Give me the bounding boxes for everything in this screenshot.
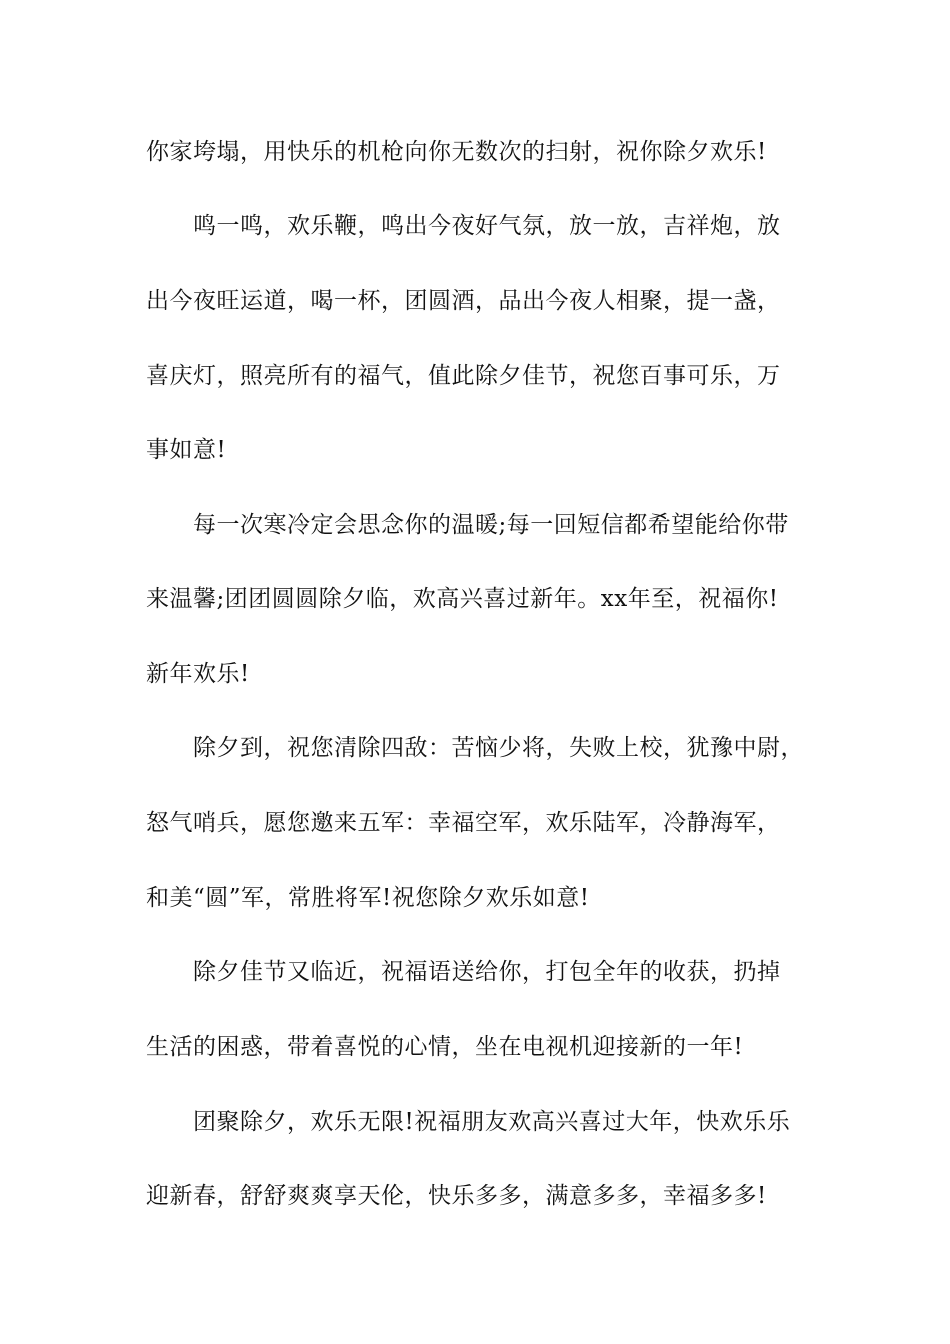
text-line: 和美“圆”军，常胜将军!祝您除夕欢乐如意! bbox=[146, 885, 590, 911]
text-line: 你家垮塌，用快乐的机枪向你无数次的扫射，祝你除夕欢乐! bbox=[146, 139, 767, 165]
text-line: 事如意! bbox=[146, 437, 227, 463]
paragraph-start-line: 除夕到，祝您清除四敌：苦恼少将，失败上校，犹豫中尉， bbox=[193, 735, 804, 761]
paragraph-start-line: 鸣一鸣，欢乐鞭，鸣出今夜好气氛，放一放，吉祥炮，放 bbox=[193, 213, 781, 239]
text-line: 迎新春，舒舒爽爽享天伦，快乐多多，满意多多，幸福多多! bbox=[146, 1183, 767, 1209]
text-line: 新年欢乐! bbox=[146, 661, 250, 687]
text-line: 来温馨;团团圆圆除夕临，欢高兴喜过新年。xx年至，祝福你! bbox=[146, 586, 779, 612]
text-line: 怒气哨兵，愿您邀来五军：幸福空军，欢乐陆军，冷静海军， bbox=[146, 810, 781, 836]
text-line: 出今夜旺运道，喝一杯，团圆酒，品出今夜人相聚，提一盏， bbox=[146, 288, 781, 314]
text-line: 生活的困惑，带着喜悦的心情，坐在电视机迎接新的一年! bbox=[146, 1034, 744, 1060]
paragraph-start-line: 每一次寒冷定会思念你的温暖;每一回短信都希望能给你带 bbox=[193, 512, 789, 538]
paragraph-start-line: 除夕佳节又临近，祝福语送给你，打包全年的收获，扔掉 bbox=[193, 959, 781, 985]
paragraph-start-line: 团聚除夕，欢乐无限!祝福朋友欢高兴喜过大年，快欢乐乐 bbox=[193, 1109, 791, 1135]
text-line: 喜庆灯，照亮所有的福气，值此除夕佳节，祝您百事可乐，万 bbox=[146, 363, 781, 389]
